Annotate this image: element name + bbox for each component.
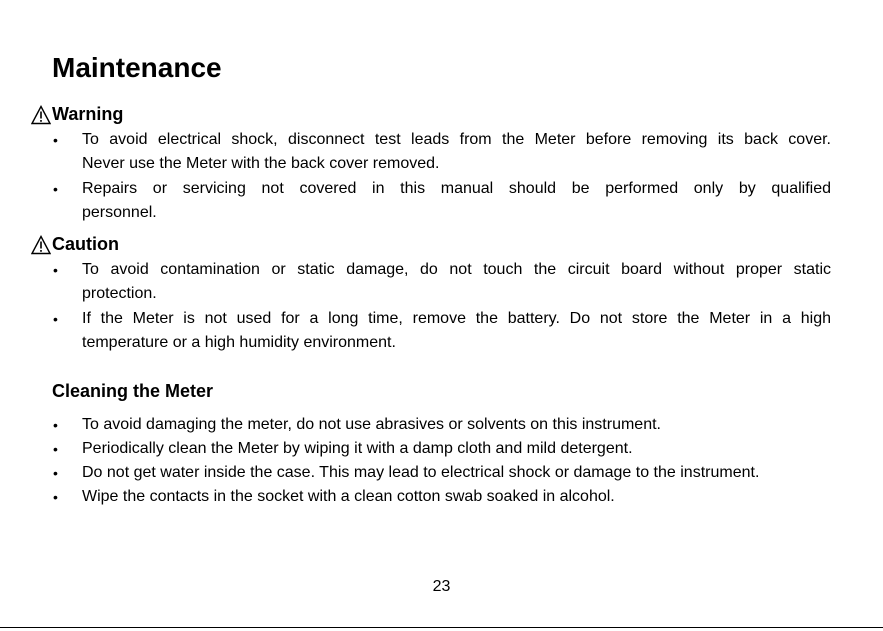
bullet: • (53, 132, 58, 148)
bullet: • (53, 465, 58, 481)
list-item-text: Do not get water inside the case. This may lead to electrical shock or damage to the instrument. (82, 464, 760, 481)
warning-heading-text: Warning (52, 104, 124, 124)
cleaning-list (0, 413, 883, 509)
caution-list (0, 258, 883, 356)
bullet: • (53, 311, 58, 327)
bullet: • (53, 262, 58, 278)
list-item (0, 437, 883, 461)
list-item (0, 307, 883, 356)
list-item-text: Repairs or servicing not covered in this manual should be performed only by qualified (82, 180, 831, 197)
bullet: • (53, 181, 58, 197)
list-item (0, 485, 883, 509)
list-item-text: Periodically clean the Meter by wiping it with a damp cloth and mild detergent. (82, 440, 633, 457)
list-item-text: If the Meter is not used for a long time, remove the battery. Do not store the Meter in a high (82, 310, 831, 327)
list-item (0, 413, 883, 437)
list-item-text: To avoid electrical shock, disconnect test leads from the Meter before removing its back cover. (82, 131, 831, 148)
warning-heading (31, 104, 123, 125)
list-item-text: personnel. (82, 204, 157, 221)
page-title: Maintenance (52, 52, 222, 83)
list-item-text: protection. (82, 285, 157, 302)
list-item (0, 128, 883, 177)
page-number: 23 (432, 578, 451, 595)
list-item-text: To avoid contamination or static damage, do not touch the circuit board without proper static (82, 261, 831, 278)
list-item (0, 177, 883, 226)
warning-triangle-icon (31, 235, 51, 255)
warning-list (0, 128, 883, 226)
bullet: • (53, 441, 58, 457)
list-item-text: temperature or a high humidity environment. (82, 334, 396, 351)
list-item (0, 461, 883, 485)
warning-triangle-icon (31, 105, 51, 125)
footer-rule (0, 627, 883, 628)
caution-heading-text: Caution (52, 234, 119, 254)
list-item (0, 258, 883, 307)
caution-heading (31, 234, 119, 255)
bullet: • (53, 489, 58, 505)
bullet: • (53, 417, 58, 433)
list-item-text: Wipe the contacts in the socket with a clean cotton swab soaked in alcohol. (82, 488, 615, 505)
cleaning-heading: Cleaning the Meter (52, 381, 214, 401)
list-item-text: Never use the Meter with the back cover removed. (82, 155, 440, 172)
list-item-text: To avoid damaging the meter, do not use abrasives or solvents on this instrument. (82, 416, 661, 433)
